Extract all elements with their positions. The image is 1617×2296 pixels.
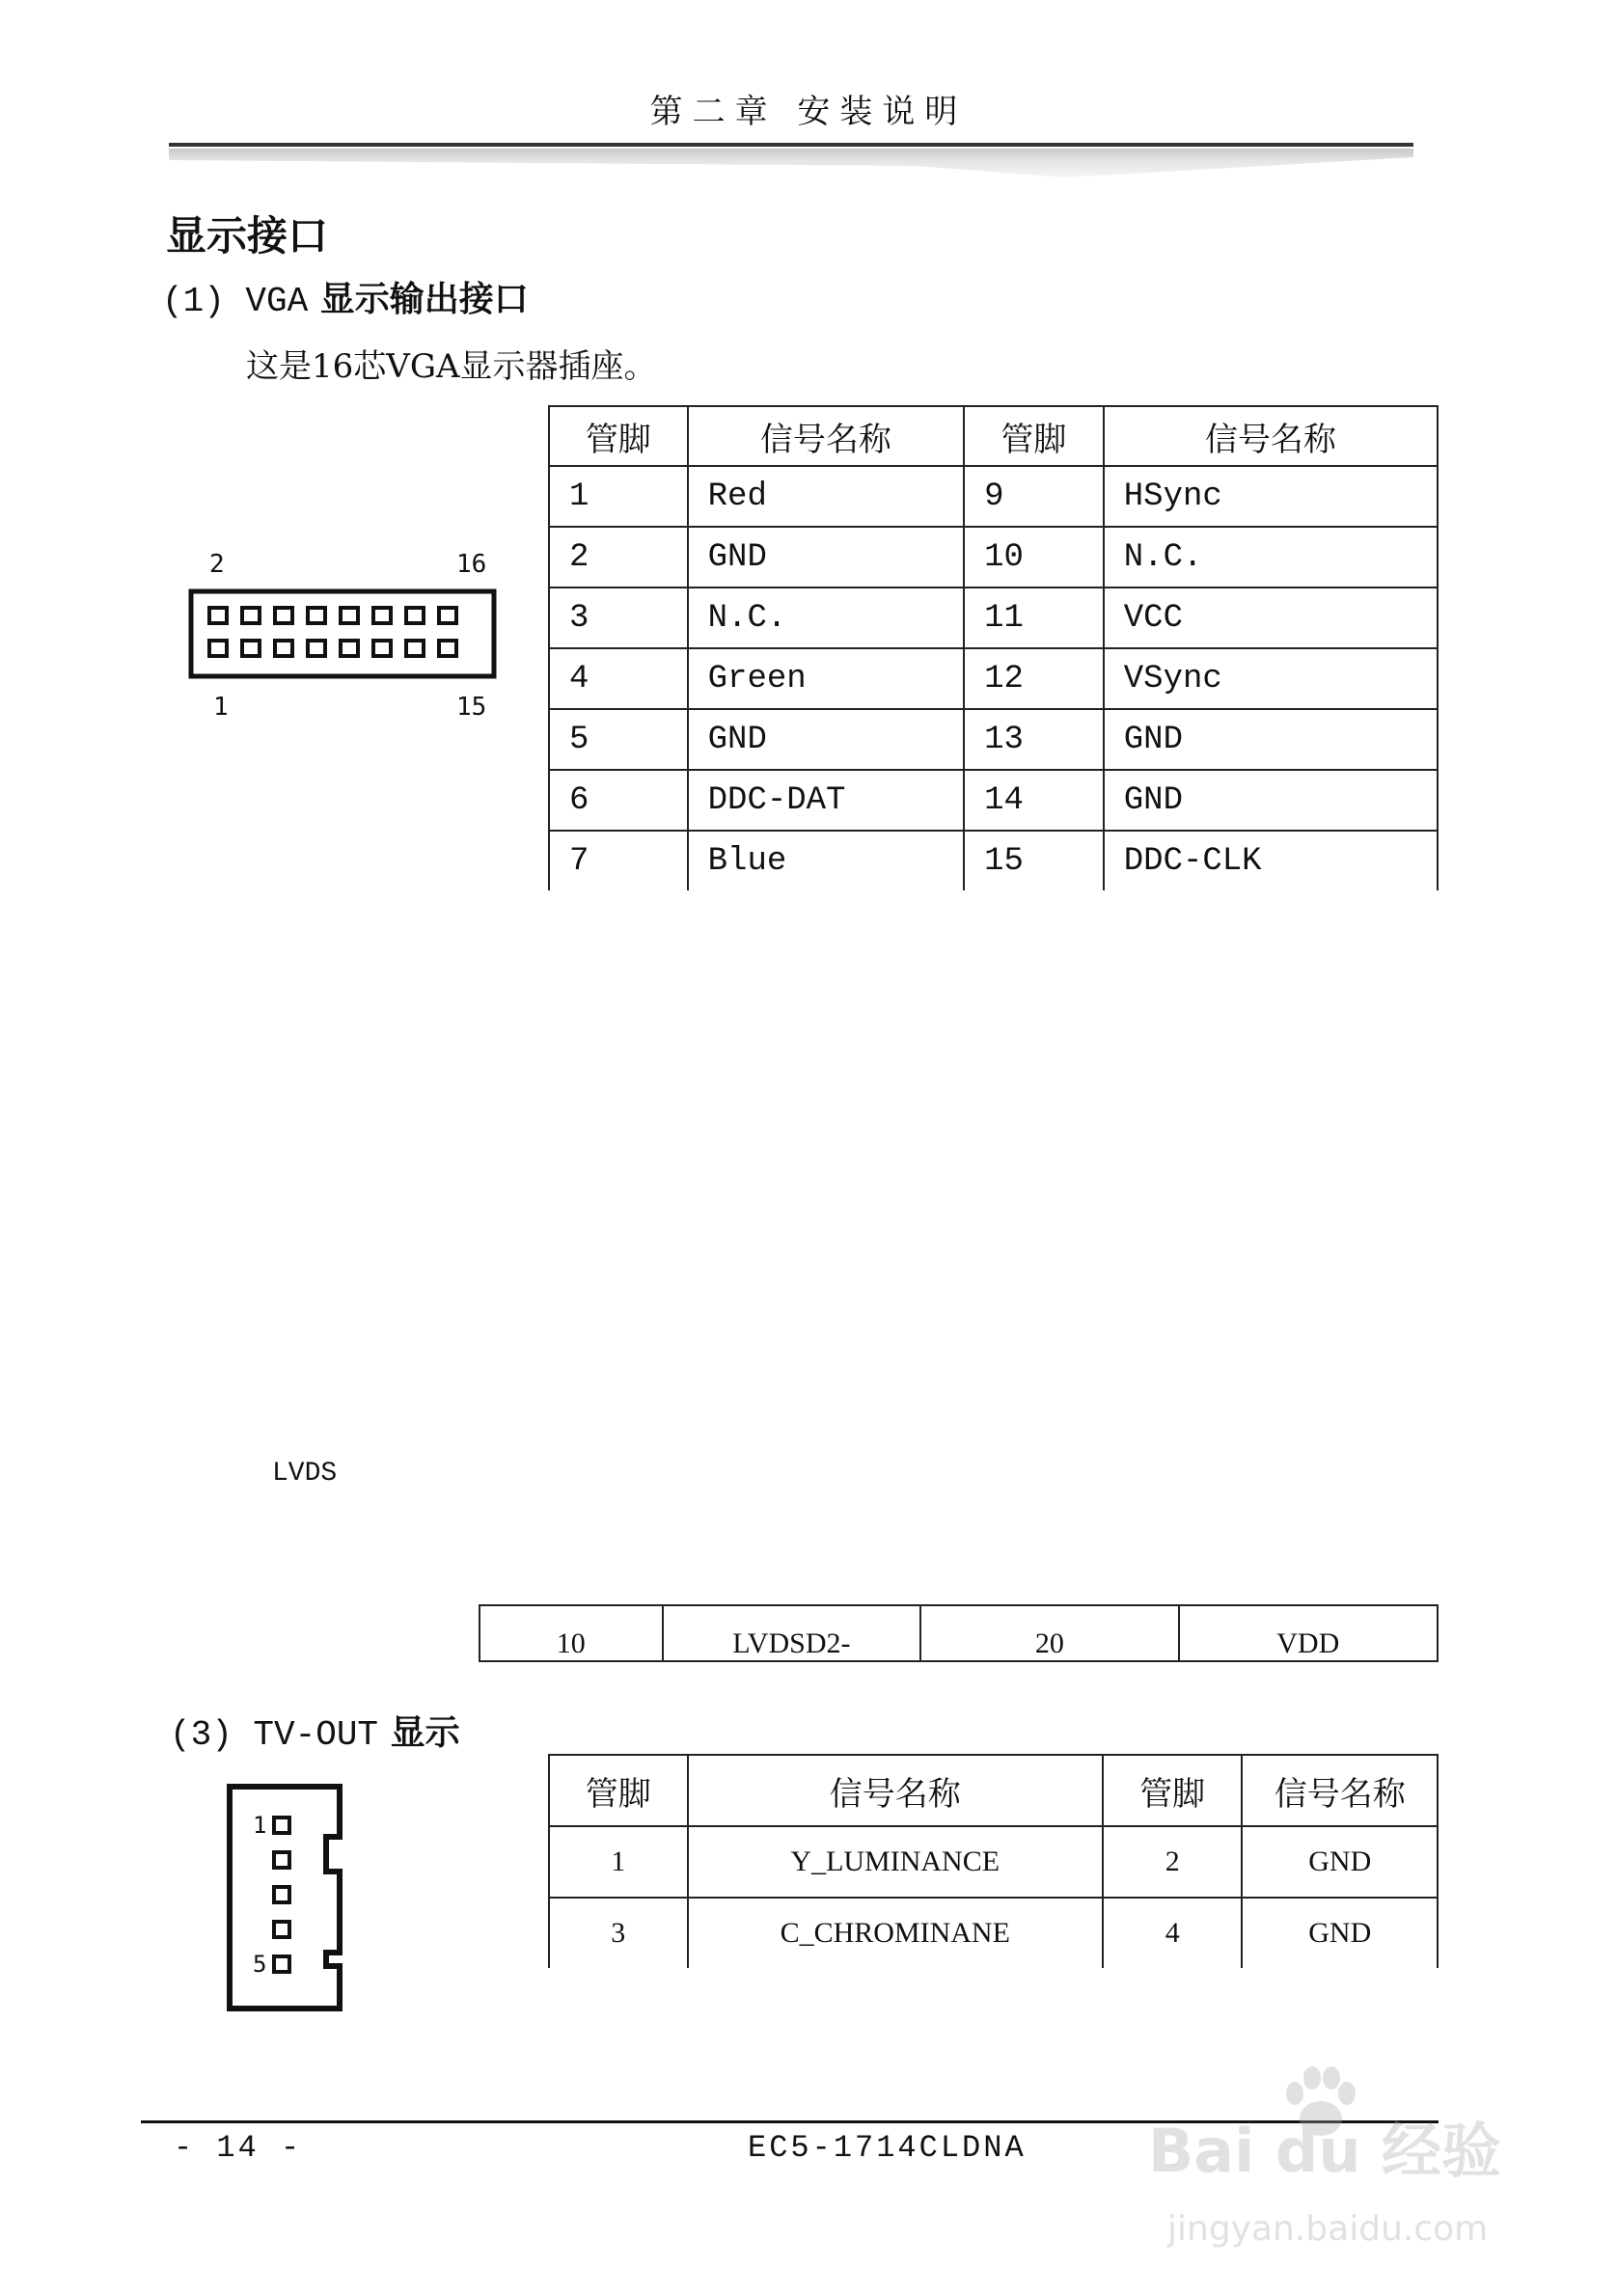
table-cell: 2 <box>1103 1826 1243 1898</box>
table-cell: 7 <box>549 831 688 890</box>
table-cell: 10 <box>964 527 1104 588</box>
table-cell: 12 <box>964 648 1104 709</box>
tv-pin-label-1: 1 <box>253 1812 267 1839</box>
header-rule <box>169 143 1413 147</box>
pin-label-15: 15 <box>456 693 487 722</box>
table-cell: 9 <box>964 466 1104 527</box>
column-header-pin: 管脚 <box>964 406 1104 466</box>
column-header-signal: 信号名称 <box>1242 1755 1438 1826</box>
tv-out-heading <box>170 1706 460 1755</box>
table-cell: 3 <box>549 588 688 648</box>
table-cell: 1 <box>549 1826 688 1898</box>
table-cell: C_CHROMINANE <box>688 1898 1103 1968</box>
table-cell: 14 <box>964 770 1104 831</box>
vga-heading-prefix: (1) VGA <box>162 282 309 321</box>
table-cell: GND <box>1104 770 1438 831</box>
section-title: 显示接口 <box>166 212 329 260</box>
pin-label-2: 2 <box>209 550 225 579</box>
table-row <box>549 648 1438 709</box>
tv-out-heading-text: 显示 <box>390 1713 460 1753</box>
column-header-signal: 信号名称 <box>688 406 964 466</box>
table-cell: GND <box>1242 1826 1438 1898</box>
header-shadow-decoration <box>169 149 1413 178</box>
chapter-header: 第二章 安装说明 <box>649 93 968 131</box>
vga-heading <box>162 272 529 321</box>
table-cell: 4 <box>1103 1898 1243 1968</box>
table-cell: N.C. <box>1104 527 1438 588</box>
pin-label-1: 1 <box>213 693 229 722</box>
table-row <box>549 1898 1438 1968</box>
table-row <box>549 770 1438 831</box>
table-cell: 15 <box>964 831 1104 890</box>
table-cell: GND <box>688 709 964 770</box>
table-row <box>549 466 1438 527</box>
column-header-pin: 管脚 <box>549 1755 688 1826</box>
table-cell: VDD <box>1179 1605 1438 1661</box>
vga-pinout-table <box>548 405 1439 890</box>
table-cell: Y_LUMINANCE <box>688 1826 1103 1898</box>
table-cell: HSync <box>1104 466 1438 527</box>
vga-connector-diagram <box>188 550 516 724</box>
table-cell: N.C. <box>688 588 964 648</box>
table-cell: 20 <box>920 1605 1178 1661</box>
watermark-url: jingyan.baidu.com <box>1167 2209 1489 2249</box>
table-cell: Blue <box>688 831 964 890</box>
tv-out-heading-prefix: (3) TV-OUT <box>170 1715 379 1755</box>
table-cell: 1 <box>549 466 688 527</box>
model-number: EC5-1714CLDNA <box>748 2130 1027 2166</box>
watermark-brand: Bai du 经验 <box>1148 2116 1502 2186</box>
table-cell: 2 <box>549 527 688 588</box>
table-cell: VSync <box>1104 648 1438 709</box>
tv-out-connector-icon <box>224 1783 349 2014</box>
column-header-pin: 管脚 <box>549 406 688 466</box>
table-row <box>549 831 1438 890</box>
table-row <box>549 527 1438 588</box>
column-header-signal: 信号名称 <box>688 1755 1103 1826</box>
table-row <box>549 1826 1438 1898</box>
vga-header-icon <box>188 588 507 685</box>
table-cell: 13 <box>964 709 1104 770</box>
table-cell: 10 <box>480 1605 663 1661</box>
table-cell: 6 <box>549 770 688 831</box>
vga-heading-text: 显示输出接口 <box>319 280 529 319</box>
vga-intro-text: 这是16芯VGA显示器插座。 <box>246 347 657 386</box>
pin-label-16: 16 <box>456 550 487 579</box>
table-row <box>480 1605 1438 1661</box>
table-cell: DDC-DAT <box>688 770 964 831</box>
table-cell: Red <box>688 466 964 527</box>
table-cell: 4 <box>549 648 688 709</box>
lvds-pinout-table <box>479 1604 1439 1662</box>
tv-pin-label-5: 5 <box>253 1951 267 1978</box>
table-cell: GND <box>1104 709 1438 770</box>
table-cell: GND <box>1242 1898 1438 1968</box>
table-cell: 3 <box>549 1898 688 1968</box>
table-row <box>549 709 1438 770</box>
table-cell: 11 <box>964 588 1104 648</box>
table-header-row <box>549 1755 1438 1826</box>
table-cell: GND <box>688 527 964 588</box>
page-number: - 14 - <box>174 2130 303 2166</box>
column-header-pin: 管脚 <box>1103 1755 1243 1826</box>
table-header-row <box>549 406 1438 466</box>
table-row <box>549 588 1438 648</box>
table-cell: DDC-CLK <box>1104 831 1438 890</box>
table-cell: VCC <box>1104 588 1438 648</box>
table-cell: LVDSD2- <box>663 1605 921 1661</box>
table-cell: Green <box>688 648 964 709</box>
tv-out-pinout-table <box>548 1754 1439 1968</box>
baidu-watermark <box>1148 2064 1553 2286</box>
table-cell: 5 <box>549 709 688 770</box>
column-header-signal: 信号名称 <box>1104 406 1438 466</box>
lvds-label: LVDS <box>272 1459 338 1489</box>
